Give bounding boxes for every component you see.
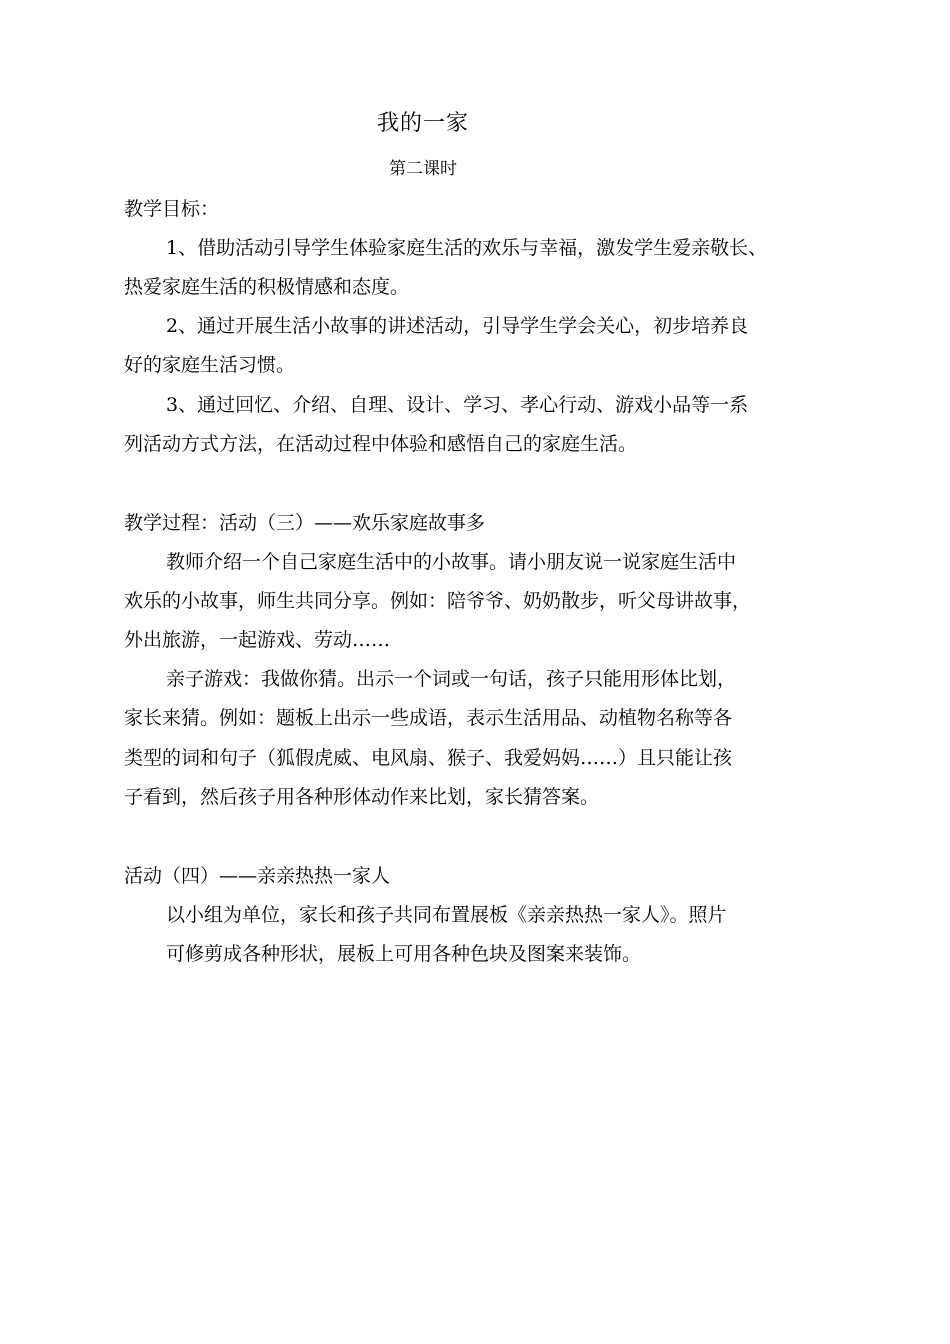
goal-1-line-2: 热爱家庭生活的积极情感和态度。 [124, 276, 410, 298]
goal-2-line-2: 好的家庭生活习惯。 [124, 354, 296, 376]
goals-heading: 教学目标： [124, 198, 220, 220]
process-heading: 教学过程：活动（三）——欢乐家庭故事多 [124, 512, 486, 534]
paragraph-3-line-2: 可修剪成各种形状，展板上可用各种色块及图案来装饰。 [166, 943, 642, 965]
paragraph-2-line-4: 子看到，然后孩子用各种形体动作来比划，家长猜答案。 [124, 786, 600, 808]
paragraph-1-line-2: 欢乐的小故事，师生共同分享。例如：陪爷爷、奶奶散步，听父母讲故事， [124, 590, 752, 612]
goal-1-line-1: 1、借助活动引导学生体验家庭生活的欢乐与幸福，激发学生爱亲敬长、 [166, 237, 768, 259]
paragraph-3-line-1: 以小组为单位，家长和孩子共同布置展板《亲亲热热一家人》。照片 [166, 904, 727, 926]
goal-2-line-1: 2、通过开展生活小故事的讲述活动，引导学生学会关心，初步培养良 [166, 315, 749, 337]
paragraph-2-line-2: 家长来猜。例如：题板上出示一些成语，表示生活用品、动植物名称等各 [124, 707, 733, 729]
goal-3-line-1: 3、通过回忆、介绍、自理、设计、学习、孝心行动、游戏小品等一系 [166, 394, 749, 416]
paragraph-1-line-3: 外出旅游，一起游戏、劳动…… [124, 629, 391, 651]
paragraph-2-line-3: 类型的词和句子（狐假虎威、电风扇、猴子、我爱妈妈……）且只能让孩 [124, 747, 733, 769]
paragraph-2-line-1: 亲子游戏：我做你猜。出示一个词或一句话，孩子只能用形体比划， [166, 668, 737, 690]
document-title: 我的一家 [376, 111, 469, 136]
paragraph-1-line-1: 教师介绍一个自己家庭生活中的小故事。请小朋友说一说家庭生活中 [166, 551, 737, 573]
document-subtitle: 第二课时 [389, 159, 457, 179]
goal-3-line-2: 列活动方式方法，在活动过程中体验和感悟自己的家庭生活。 [124, 433, 638, 455]
activity-4-heading: 活动（四）——亲亲热热一家人 [124, 865, 391, 887]
